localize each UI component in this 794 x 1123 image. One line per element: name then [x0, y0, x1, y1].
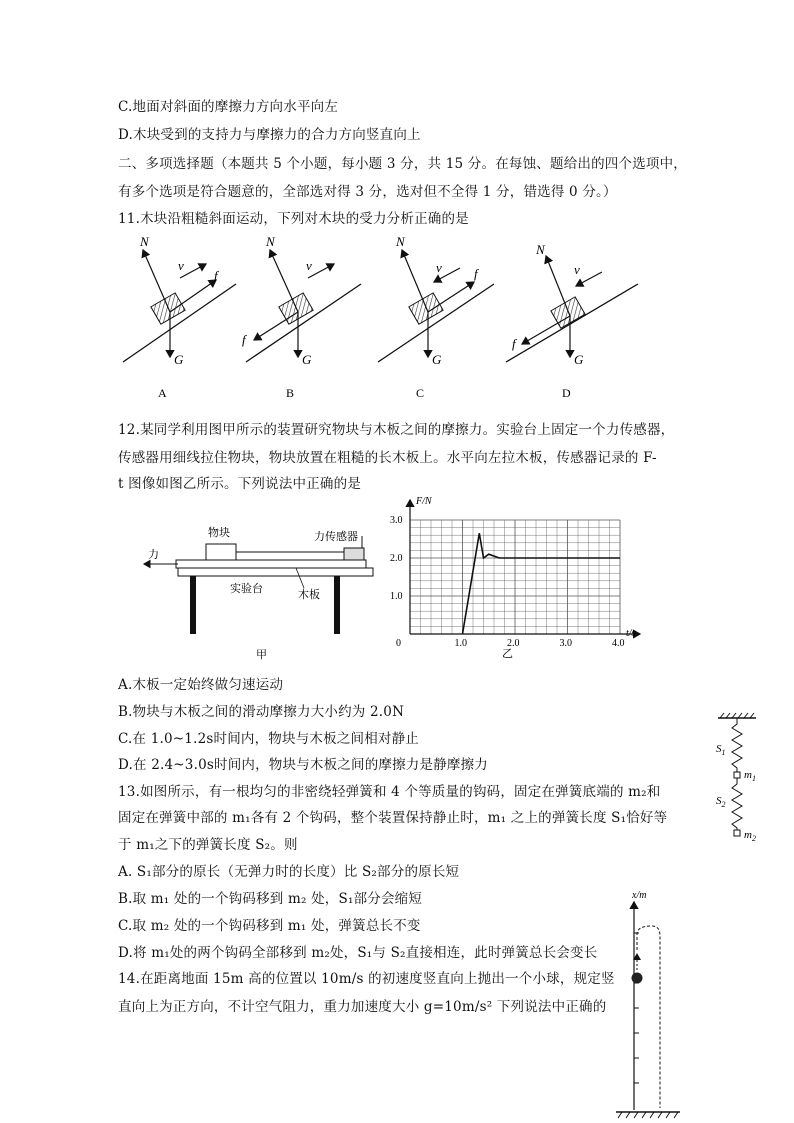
diagram-a — [123, 234, 236, 400]
svg-text:f: f — [512, 336, 516, 351]
svg-text:N: N — [536, 242, 545, 257]
q12-option-b: B.物块与木板之间的滑动摩擦力大小约为 2.0N — [118, 704, 405, 720]
q12-stem-1: 12.某同学利用图甲所示的装置研究物块与木板之间的摩擦力。实验台上固定一个力传感器， — [118, 422, 675, 438]
option-c-label: C — [416, 386, 425, 400]
label-s2: $S_2$ — [716, 795, 726, 809]
x-tick-label: 1.0 — [454, 638, 467, 649]
q11-figure — [118, 232, 648, 404]
label-n: N — [140, 234, 149, 249]
option-b-label: B — [286, 386, 295, 400]
caption-jia: 甲 — [256, 649, 267, 660]
q12-option-a: A.木板一定始终做匀速运动 — [118, 677, 284, 693]
section2-instructions: 有多个选项是符合题意的，全部选对得 3 分，选对但不全得 1 分，错选得 0 分。） — [118, 184, 617, 200]
svg-text:f: f — [242, 332, 246, 347]
label-sensor: 力传感器 — [314, 531, 358, 543]
x-axis-label: x/m — [632, 890, 647, 901]
label-board: 木板 — [298, 589, 320, 601]
label-m1: $m_1$ — [744, 769, 756, 783]
q11-stem: 11.木块沿粗糙斜面运动，下列对木块的受力分析正确的是 — [118, 211, 469, 227]
q13-option-b: B.取 m₁ 处的一个钩码移到 m₂ 处，S₁部分会缩短 — [118, 891, 423, 907]
x-tick-label: 0 — [396, 638, 401, 649]
q12-option-d: D.在 2.4~3.0s时间内，物块与木板之间的摩擦力是静摩擦力 — [118, 757, 489, 773]
q10-option-c: C.地面对斜面的摩擦力方向水平向左 — [118, 99, 339, 115]
diagram-c — [378, 234, 494, 400]
svg-text:G: G — [302, 352, 312, 367]
svg-text:v: v — [436, 260, 442, 275]
q13-spring-figure — [712, 712, 772, 844]
chart-grid — [410, 520, 620, 634]
q13-stem-3: 于 m₁之下的弹簧长度 S₂。则 — [118, 837, 298, 853]
q13-stem-2: 固定在弹簧中部的 m₁各有 2 个钩码，整个装置保持静止时，m₁ 之上的弹簧长度 S₁恰好等 — [118, 810, 668, 826]
y-tick-label: 3.0 — [390, 515, 403, 526]
label-table: 实验台 — [230, 583, 263, 595]
q12-option-c: C.在 1.0~1.2s时间内，物块与木板之间相对静止 — [118, 731, 420, 747]
diagram-d — [506, 242, 638, 400]
q12-apparatus-figure — [138, 520, 388, 660]
y-tick-label: 2.0 — [390, 553, 403, 564]
label-v: v — [178, 258, 184, 273]
section2-heading: 二、多项选择题（本题共 5 个小题，每小题 3 分，共 15 分。在每蚀、题给出的四个选项中， — [118, 156, 688, 172]
q12-stem-3: t 图像如图乙所示。下列说法中正确的是 — [118, 476, 362, 492]
q12-stem-2: 传感器用细线拉住物块，物块放置在粗糙的长木板上。水平向左拉木板，传感器记录的 F- — [118, 450, 657, 466]
caption-yi: 乙 — [502, 648, 513, 660]
svg-text:f: f — [474, 266, 478, 281]
x-axis-label: t/s — [626, 628, 636, 639]
q10-option-d: D.木块受到的支持力与摩擦力的合力方向竖直向上 — [118, 127, 421, 143]
q12-ft-chart — [390, 494, 652, 660]
option-a-label: A — [158, 386, 167, 400]
label-g: G — [174, 352, 184, 367]
q14-stem-2: 直向上为正方向，不计空气阻力，重力加速度大小 g=10m/s² 下列说法中正确的 — [118, 999, 607, 1015]
label-s1: $S_1$ — [716, 743, 726, 757]
svg-text:N: N — [266, 234, 275, 249]
option-d-label: D — [562, 386, 571, 400]
svg-text:G: G — [432, 352, 442, 367]
label-block: 物块 — [208, 527, 230, 539]
q14-throw-figure — [612, 888, 684, 1120]
x-tick-label: 4.0 — [612, 638, 625, 649]
label-force: 力 — [148, 549, 159, 561]
svg-text:G: G — [574, 352, 584, 367]
svg-text:v: v — [574, 262, 580, 277]
q13-option-d: D.将 m₁处的两个钩码全部移到 m₂处，S₁与 S₂直接相连，此时弹簧总长会变长 — [118, 945, 598, 961]
q13-option-c: C.取 m₂ 处的一个钩码移到 m₁ 处，弹簧总长不变 — [118, 918, 421, 934]
q13-stem-1: 13.如图所示，有一根均匀的非密绕轻弹簧和 4 个等质量的钩码，固定在弹簧底端的 m₂和 — [118, 784, 661, 800]
q13-option-a: A. S₁部分的原长（无弹力时的长度）比 S₂部分的原长短 — [118, 864, 460, 880]
svg-text:v: v — [306, 258, 312, 273]
svg-text:N: N — [396, 234, 405, 249]
x-tick-label: 3.0 — [559, 638, 572, 649]
y-tick-label: 1.0 — [390, 591, 403, 602]
label-m2: $m_2$ — [744, 829, 756, 843]
y-axis-label: F/N — [416, 496, 432, 507]
x-tick-label: 2.0 — [507, 638, 520, 649]
label-f: f — [214, 268, 218, 283]
diagram-b — [242, 234, 361, 400]
q14-stem-1: 14.在距离地面 15m 高的位置以 10m/s 的初速度竖直向上抛出一个小球，规定竖 — [118, 971, 615, 987]
